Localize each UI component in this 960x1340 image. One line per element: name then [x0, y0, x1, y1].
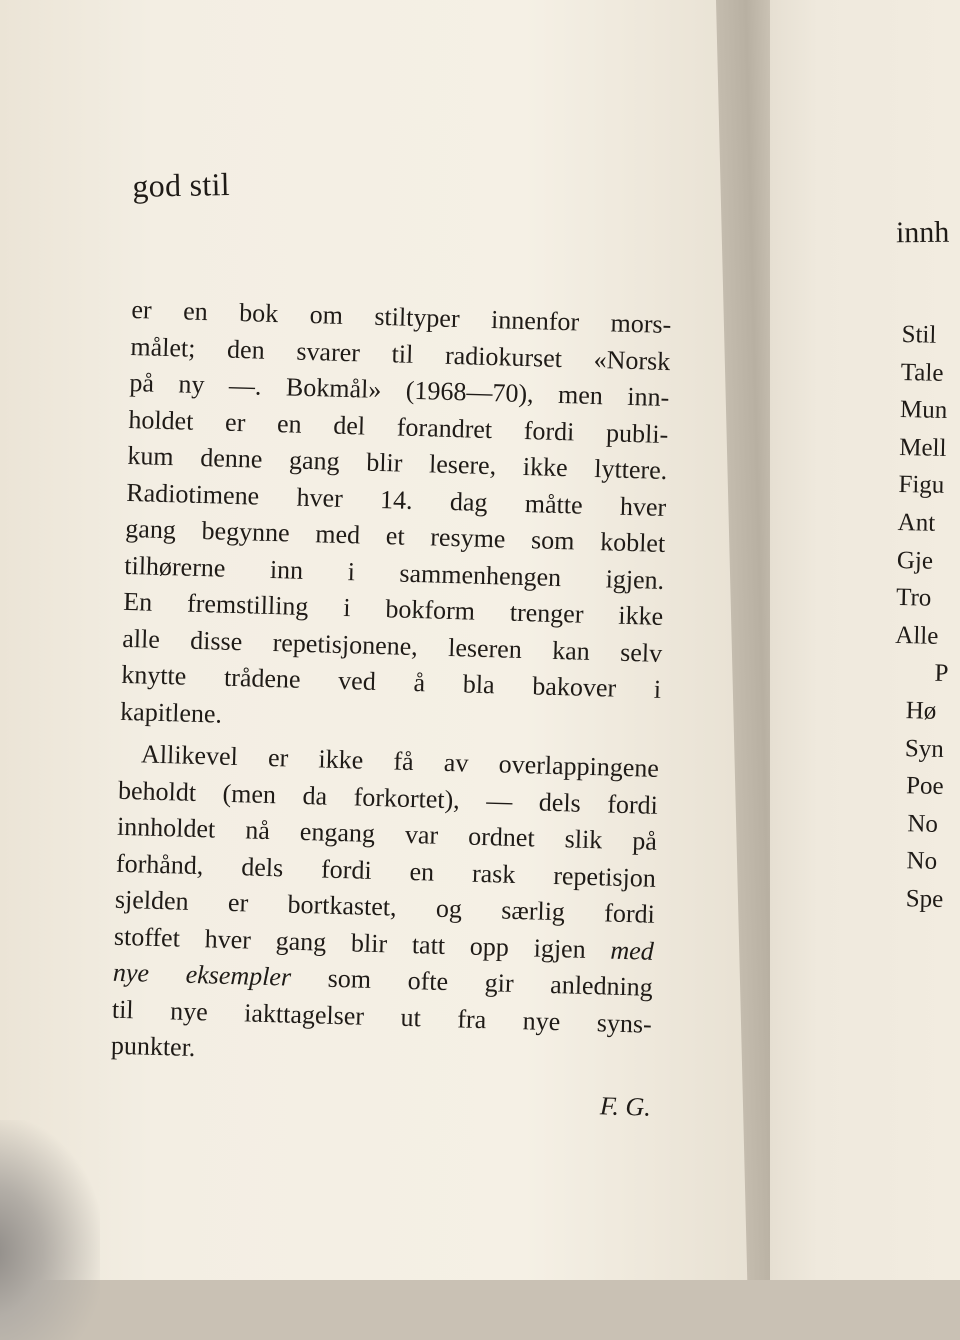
text-line: på ny —. Bokmål» (1968—70), men inn-: [129, 367, 670, 413]
text-line: Radiotimene hver 14. dag måtte hver: [126, 477, 667, 522]
preface-text: [110, 292, 671, 1079]
toc-entry: Tro: [895, 584, 932, 612]
page-title: god stil: [132, 165, 231, 204]
toc-entry: Poe: [905, 772, 944, 801]
toc-entry: Mun: [899, 396, 948, 425]
text-fragment: som ofte gir anledning: [290, 962, 654, 1002]
text-line: punkter.: [110, 1030, 196, 1063]
italic-text: nye eksempler: [112, 957, 292, 992]
text-fragment: stoffet hver gang blir tatt opp igjen: [113, 921, 611, 965]
text-line: beholdt (men da forkortet), — dels fordi: [117, 775, 659, 820]
text-line: En fremstilling i bokform trenger ikke: [122, 586, 664, 631]
finger-shadow: [0, 1120, 100, 1340]
toc-entry: Alle: [895, 621, 939, 650]
signature-initials: F. G.: [599, 1091, 652, 1122]
toc-entry: Spe: [905, 885, 944, 913]
toc-heading: innh: [895, 215, 950, 250]
text-line: holdet er en del forandret fordi publi-: [128, 404, 669, 449]
toc-entry: No: [907, 809, 939, 838]
toc-entry: Figu: [898, 471, 945, 500]
text-line: kum denne gang blir lesere, ikke lyttere.: [127, 440, 668, 486]
text-line: kapitlene.: [119, 696, 223, 729]
toc-entry: Stil: [901, 320, 937, 349]
text-line: tilhørerne inn i sammenhengen igjen.: [123, 550, 665, 595]
toc-entry: Mell: [898, 433, 947, 462]
toc-entry: P: [934, 660, 949, 688]
text-line: er en bok om stiltyper innenfor mors-: [131, 294, 672, 340]
toc-entry: Gje: [896, 546, 934, 575]
toc-entry: Tale: [900, 358, 944, 387]
text-line: sjelden er bortkastet, og særlig fordi: [114, 884, 656, 929]
text-line: forhånd, dels fordi en rask repetisjon: [115, 848, 657, 893]
text-line: målet; den svarer til radiokurset «Norsk: [130, 331, 671, 376]
text-line: Allikevel er ikke få av overlappingene: [140, 739, 660, 783]
italic-text: med: [610, 935, 655, 966]
text-line: innholdet nå engang var ordnet slik på: [116, 811, 658, 856]
text-line: alle disse repetisjonene, leseren kan selv: [121, 623, 663, 668]
text-line: gang begynne med et resyme som koblet: [124, 513, 666, 558]
text-line: til nye iakttagelser ut fra nye syns-: [111, 994, 653, 1039]
text-line: knytte trådene ved å bla bakover i: [120, 659, 662, 704]
toc-entry: Hø: [905, 697, 937, 725]
toc-entry: Ant: [897, 508, 936, 537]
toc-entry: Syn: [904, 734, 945, 763]
toc-entry: No: [906, 847, 938, 876]
